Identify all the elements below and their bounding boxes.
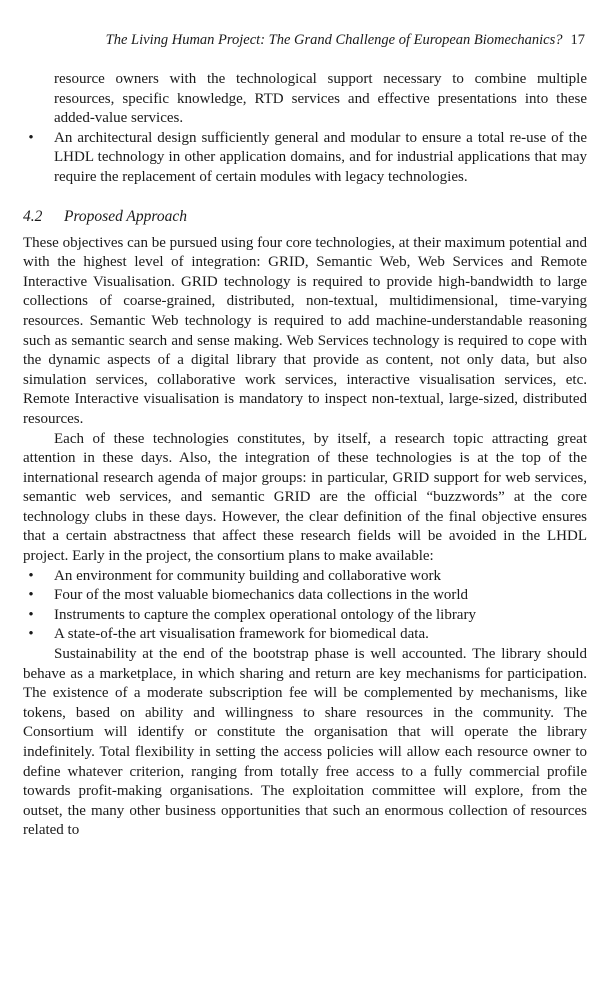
paragraph: These objectives can be pursued using four core technologies, at their maximum potential and with the highest level of integration: GRID, Semantic Web, Web Services and Remote Interactive Visualisation. GRID technology is required to provide high-bandwidth to large collections of coarse-grained, distributed, non-textual, multidimensional, time-varying resources. Semantic Web technology is required to add machine-understandable reasoning such as semantic search and sense making. Web Services technology is required to cope with the dynamic aspects of a digital library that provide as content, not only data, but also simulation services, collaborative work services, interactive visualisation services, etc. Remote Interactive visualisation is mandatory to inspect non-textual, large-sized, distributed resources.	[23, 234, 587, 427]
section-number: 4.2	[23, 207, 43, 225]
bullet-list	[23, 567, 587, 645]
list-item-text: A state-of-the art visualisation framework for biomedical data.	[54, 626, 429, 643]
list-item-text: An environment for community building and collaborative work	[54, 567, 441, 584]
paragraph: Each of these technologies constitutes, by itself, a research topic attracting great attention in these days. Also, the integration of these technologies is at the top of the international research agenda of major groups: in particular, GRID support for web services, semantic web services, and semantic GRID are the official “buzzwords” at the core technology clubs in these days. However, the clear definition of the final objective ensures that a certain abstractness that affect these research fields will be avoided in the LHDL project. Early in the project, the consortium plans to make available:	[23, 430, 587, 565]
bullet-marker: •	[28, 626, 34, 643]
list-item-text: An architectural design sufficiently general and modular to ensure a total re-use of the LHDL technology in other application domains, and for industrial applications that may require the replacement of certain modules with legacy technologies.	[54, 129, 587, 185]
list-item	[23, 625, 587, 645]
running-header	[70, 32, 585, 49]
bullet-marker: •	[28, 606, 34, 623]
top-bullet-list	[23, 129, 587, 188]
section-title: Proposed Approach	[64, 207, 187, 225]
list-item	[23, 606, 587, 626]
list-item-text: Instruments to capture the complex operational ontology of the library	[54, 606, 476, 623]
list-item	[23, 129, 587, 188]
page-number: 17	[570, 32, 585, 48]
bullet-marker: •	[28, 129, 34, 146]
list-item	[23, 567, 587, 587]
bullet-marker: •	[28, 587, 34, 604]
running-title: The Living Human Project: The Grand Challenge of European Biomechanics?	[105, 32, 563, 48]
list-item-text: Four of the most valuable biomechanics data collections in the world	[54, 587, 469, 604]
body-text	[23, 70, 587, 841]
section-heading	[23, 207, 587, 227]
continued-bullet-text: resource owners with the technological support necessary to combine multiple resources, specific knowledge, RTD services and effective presentations into these added-value services.	[54, 71, 587, 127]
list-item	[23, 586, 587, 606]
paragraph: Sustainability at the end of the bootstrap phase is well accounted. The library should behave as a marketplace, in which sharing and return are key mechanisms for participation. The existence of a moderate subscription fee will be complemented by mechanisms, like tokens, based on ability and willingness to share resources in the community. The Consortium will identify or constitute the organisation that will operate the library indefinitely. Total flexibility in setting the access policies will allow each resource owner to define whatever criterion, ranging from totally free access to a fully commercial profile towards profit-making organisations. The exploitation committee will explore, from the outset, the many other business opportunities that such an enormous collection of resources related to	[23, 646, 587, 839]
bullet-marker: •	[28, 567, 34, 584]
